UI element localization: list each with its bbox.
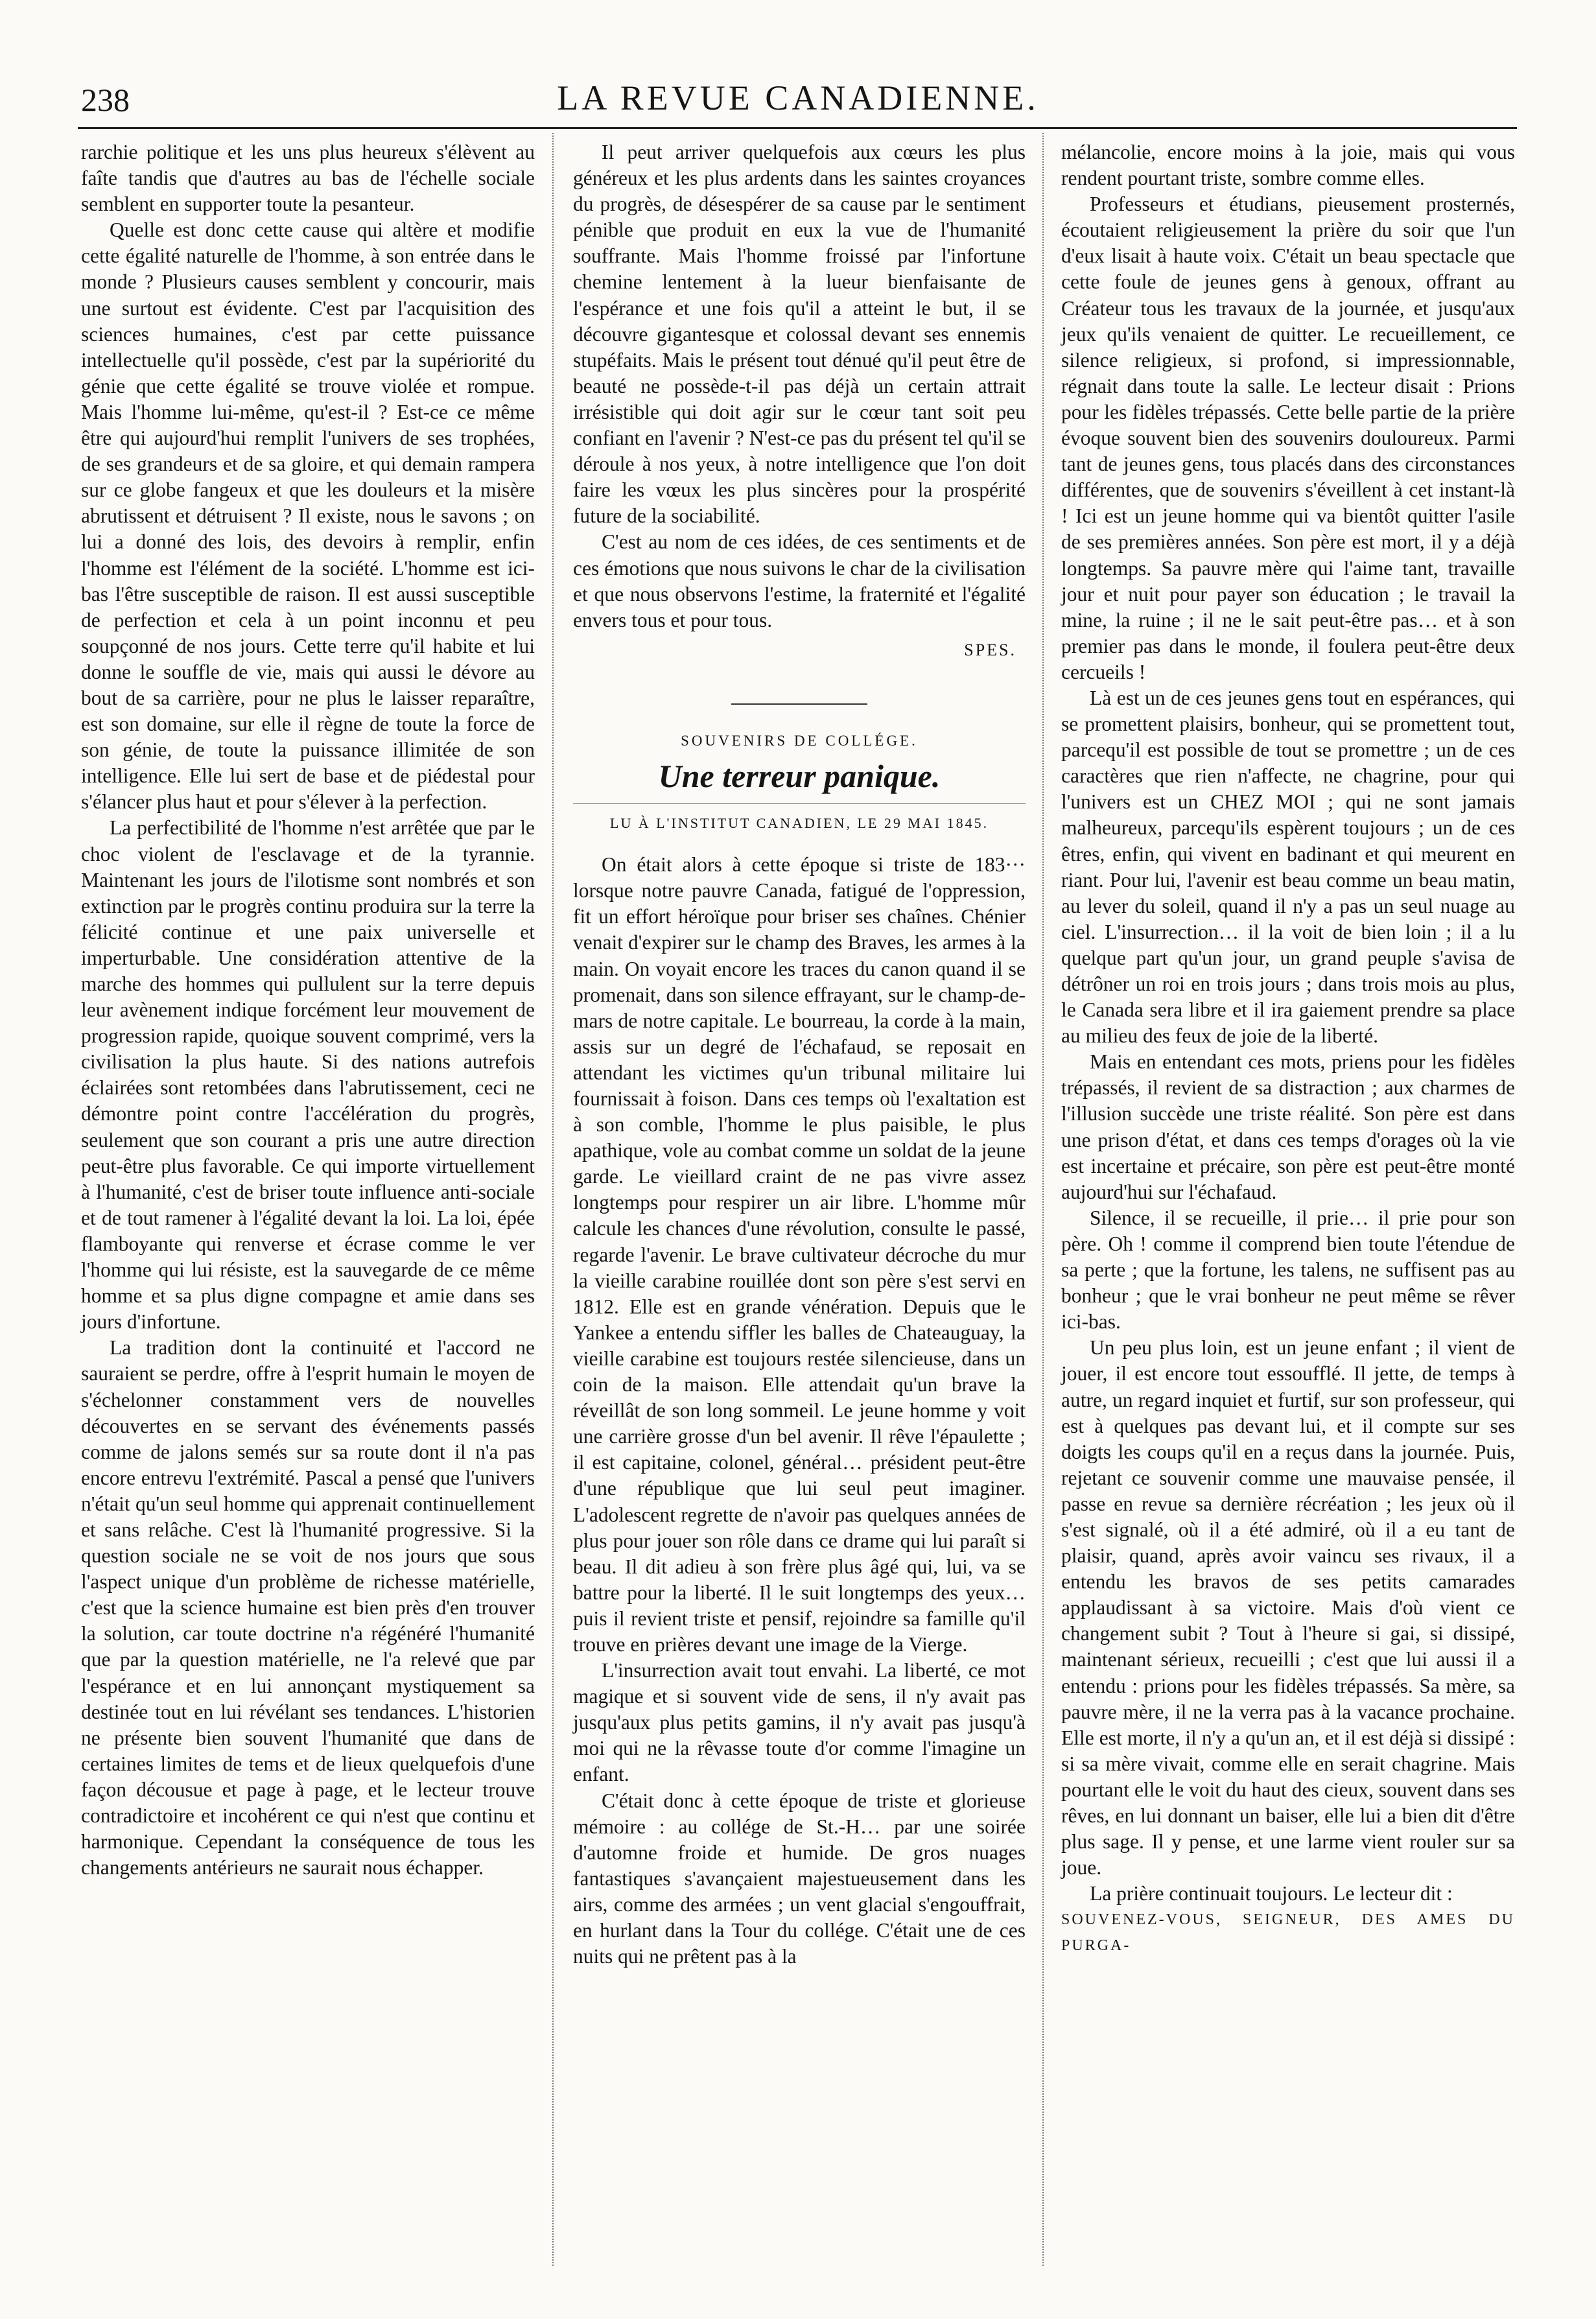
column-divider <box>552 133 555 2266</box>
section-dateline: LU À L'INSTITUT CANADIEN, LE 29 MAI 1845. <box>573 803 1026 836</box>
paragraph: La prière continuait toujours. Le lecteur dit : <box>1090 1882 1453 1905</box>
running-title: LA REVUE CANADIENNE. <box>557 78 1039 117</box>
paragraph: La tradition dont la continuité et l'accord ne sauraient se perdre, offre à l'esprit humain le moyen de s'échelonner constamment vers de nouvelles découvertes en se servant des événements passés comme de jalons semés sur sa route dont il n'a pas encore entrevu l'extrémité. Pascal a pensé que l'univers n'était qu'un seul homme qui apprenait continuellement et sans relâche. C'est là l'humanité progressive. Si la question sociale ne se voit de nos jours que sous l'aspect unique d'un problème de richesse matérielle, c'est que la science humaine est bien près d'en trouver la solution, car toute doctrine n'a régénéré l'humanité que par la question matérielle, ne l'a relevé que par l'espérance et en lui annonçant mystiquement sa destinée tout en lui révélant ses tendances. L'historien ne présente bien souvent l'humanité que dans de certaines limites de tems et de lieux quelquefois d'une façon décousue et page à page, et le lecteur trouve contradictoire et incohérent ce qui n'est que continu et harmonique. Cependant la conséquence de tous les changements antérieurs ne saurait nous échapper. <box>81 1336 535 1879</box>
paragraph: Un peu plus loin, est un jeune enfant ; il vient de jouer, il est encore tout essoufflé. Il jette, de temps à autre, un regard inquiet et furtif, sur son professeur, qui est à quelques pas devant lui, et il compte sur ses doigts les coups qu'il en a reçus dans la journée. Puis, rejetant ce souvenir comme une mauvaise pensée, il passe en revue sa dernière récréation ; les jeux où il s'est signalé, où il a été admiré, où il a eu tant de plaisir, quand, après avoir vaincu ses rivaux, il a entendu les bravos de ses petits camarades applaudissant à sa victoire. Mais d'où vient ce changement subit ? Tout à l'heure si gai, si dissipé, maintenant sérieux, recueilli ; c'est que lui aussi il a entendu : prions pour les fidèles trépassés. Sa mère, sa pauvre mère, il ne la verra pas à la vacance prochaine. Elle est morte, il n'y a qu'un an, et il est déjà si dissipé : si sa mère vivait, comme elle en serait chagrine. Mais pourtant elle le voit du haut des cieux, souvent dans ses rêves, en lui donnant un baiser, elle lui a bien dit d'être plus sage. Il y pense, et une larme vient rouler sur sa joue. <box>1061 1336 1515 1879</box>
paragraph: Silence, il se recueille, il prie… il prie pour son père. Oh ! comme il comprend bien toute l'étendue de sa perte ; que la fortune, les talens, ne suffisent pas au bonheur ; que le vrai bonheur ne peut même se rêver ici-bas. <box>1061 1206 1515 1334</box>
section-kicker: SOUVENIRS DE COLLÉGE. <box>681 732 918 749</box>
header-rule <box>78 127 1517 129</box>
paragraph: C'était donc à cette époque de triste et glorieuse mémoire : au collége de St.-H… par une soirée d'automne froide et humide. De gros nuages fantastiques s'avançaient majestueusement dans les airs, comme des armées ; un vent glacial s'engouffrait, en hurlant dans la Tour du collége. C'était une de ces nuits qui ne prêtent pas à la <box>573 1789 1026 1968</box>
middle-column <box>573 139 1026 1970</box>
paragraph: rarchie politique et les uns plus heureux s'élèvent au faîte tandis que d'autres au bas de l'échelle sociale semblent en supporter toute la pesanteur. <box>81 141 535 216</box>
paragraph: L'insurrection avait tout envahi. La liberté, ce mot magique et si souvent vide de sens, il n'y avait pas jusqu'aux plus petits gamins, il n'y avait pas jusqu'à moi qui ne la rêvasse toute d'or comme l'imagine un enfant. <box>573 1659 1026 1786</box>
paragraph: mélancolie, encore moins à la joie, mais qui vous rendent pourtant triste, sombre comme elles. <box>1061 141 1515 190</box>
right-column <box>1061 139 1515 1959</box>
section-separator <box>731 703 867 705</box>
left-column <box>81 139 535 1881</box>
column-divider <box>1042 133 1045 2266</box>
paragraph: Professeurs et étudians, pieusement prosternés, écoutaient religieusement la prière du soir que l'un d'eux lisait à haute voix. C'était un beau spectacle que cette foule de jeunes gens à genoux, offrant au Créateur tous les travaux de la journée, et jusqu'aux jeux qu'ils venaient de quitter. Le recueillement, ce silence religieux, si profond, si impressionnable, régnait dans toute la salle. Le lecteur disait : Prions pour les fidèles trépassés. Cette belle partie de la prière évoque souvent bien des souvenirs douloureux. Parmi tant de jeunes gens, tous placés dans des circonstances différentes, que de souvenirs s'éveillent à cet instant-là ! Ici est un jeune homme qui va bientôt quitter l'asile de ses premières années. Son père est mort, il y a déjà longtemps. Sa pauvre mère qui l'aime tant, travaille jour et nuit pour payer son éducation ; le travail la mine, la ruine ; il ne le sait peut-être pas… et à son premier pas dans le monde, il foulera peut-être deux cercueils ! <box>1061 193 1515 683</box>
paragraph: Quelle est donc cette cause qui altère et modifie cette égalité naturelle de l'homme, à son entrée dans le monde ? Plusieurs causes semblent y concourir, mais une surtout est évidente. C'est par l'acquisition des sciences humaines, c'est par cette puissance intellectuelle qu'il possède, c'est par la supériorité du génie que cette égalité se trouve violée et rompue. Mais l'homme lui-même, qu'est-il ? Est-ce ce même être qui aujourd'hui remplit l'univers de ses trophées, de ses grandeurs et de sa gloire, et qui demain rampera sur ce globe fangeux et que les douleurs et la misère abrutissent et détruisent ? Il existe, nous le savons ; on lui a donné des lois, des devoirs à remplir, enfin l'homme est l'élément de la société. L'homme est ici-bas l'être susceptible de raison. Il est aussi susceptible de perfection et cela à un point inconnu et peu soupçonné de nos jours. Cette terre qu'il habite et lui donne le souffle de vie, mais qui aussi le dévore au bout de sa carrière, pour ne plus le laisser reparaître, est son domaine, sur elle il règne de toute la force de son génie, de toute la puissance illimitée de son intelligence. Elle lui sert de base et de piédestal pour s'élancer plus haut et pour s'élever à la perfection. <box>81 218 535 814</box>
section-title: Une terreur panique. <box>658 757 941 794</box>
paragraph: Là est un de ces jeunes gens tout en espérances, qui se promettent plaisirs, bonheur, qui se promettent tout, parcequ'il est possible de tout se promettre ; un de ces caractères que rien n'affecte, ne chagrine, pour qui l'univers est un CHEZ MOI ; qui ne sont jamais malheureux, parcequ'ils espèrent toujours ; un de ces êtres, enfin, qui vivent en badinant et qui meurent en riant. Pour lui, l'avenir est beau comme un beau matin, au lever du soleil, quand il n'y a pas un seul nuage au ciel. L'insurrection… il la voit de bien loin ; il a lu quelque part qu'un jour, un grand peuple s'avisa de détrôner un roi en trois jours ; dans trois mois au plus, le Canada sera libre et il ira gaiement prendre sa place au milieu des feux de joie de la liberté. <box>1061 686 1515 1048</box>
paragraph: Mais en entendant ces mots, priens pour les fidèles trépassés, il revient de sa distraction ; aux charmes de l'illusion succède une triste réalité. Son père est dans une prison d'état, et dans ces temps d'orages où la vie est incertaine et précaire, son père est peut-être monté aujourd'hui sur l'échafaud. <box>1061 1050 1515 1203</box>
paragraph: On était alors à cette époque si triste de 183··· lorsque notre pauvre Canada, fatigué de l'oppression, fit un effort héroïque pour briser ses chaînes. Chénier venait d'expirer sur le champ des Braves, les armes à la main. On voyait encore les traces du canon quand il se promenait, dans son silence effrayant, sur le champ-de-mars de notre capitale. Le bourreau, la corde à la main, assis sur un degré de l'échafaud, se reposait en attendant les victimes qu'un tribunal militaire lui fournissait à foison. Dans ces temps où l'exaltation est à son comble, l'homme le plus paisible, le plus apathique, vole au combat comme un soldat de la jeune garde. Le vieillard craint de ne pas vivre assez longtemps pour respirer un air libre. L'homme mûr calcule les chances d'une révolution, consulte le passé, regarde l'avenir. Le brave cultivateur décroche du mur la vieille carabine rouillée dont son père s'est servi en 1812. Elle est en grande vénération. Depuis que le Yankee a entendu siffler les balles de Chateauguay, la vieille carabine est toujours restée silencieuse, dans un coin de la maison. Elle attendait qu'un brave la réveillât de son long sommeil. Le jeune homme y voit une carrière grosse d'un bel avenir. Il rêve l'épaulette ; il est capitaine, colonel, général… président peut-être d'une république que lui seul peut imaginer. L'adolescent regrette de n'avoir pas quelques années de plus pour jouer son rôle dans ce drame qui lui paraît si beau. Il dit adieu à son frère plus âgé qui, lui, va se battre pour la liberté. Il le suit longtemps des yeux… puis il revient triste et pensif, rejoindre sa famille qu'il trouve en prières devant une image de la Vierge. <box>573 853 1026 1656</box>
author-signature: SPES. <box>964 640 1016 659</box>
paragraph: La perfectibilité de l'homme n'est arrêtée que par le choc violent de l'esclavage et de la tyrannie. Maintenant les jours de l'ilotisme sont nombrés et son extinction par le progrès continu produira sur la terre la félicité continue et une paix universelle et imperturbable. Une considération attentive de la marche des hommes qui pullulent sur la terre depuis leur avènement indique forcément leur mouvement de progression rapide, quoique souvent comprimé, vers la civilisation la plus haute. Si des nations autrefois éclairées sont retombées dans l'abrutissement, ceci ne démontre point contre l'accélération du progrès, seulement que son courant a pris une autre direction peut-être plus favorable. Ce qui importe virtuellement à l'humanité, c'est de briser toute influence anti-sociale et de tout ramener à l'égalité devant la loi. La loi, épée flamboyante qui renverse et écrase comme le ver l'homme qui lui résiste, est la sauvegarde de ce même homme et sa plus digne compagne et amie dans ses jours d'infortune. <box>81 816 535 1334</box>
paragraph: Il peut arriver quelquefois aux cœurs les plus généreux et les plus ardents dans les saintes croyances du progrès, de désespérer de sa cause par le sentiment pénible que produit en eux la vue de l'humanité souffrante. Mais l'homme froissé par l'infortune chemine lentement à la lueur bienfaisante de l'espérance et une fois qu'il a atteint le but, il se découvre gigantesque et colossal devant ses ennemis stupéfaits. Mais le présent tout dénué qu'il peut être de beauté ne possède-t-il pas déjà un certain attrait irrésistible qui doit agir sur le cœur tant soit peu confiant en l'avenir ? N'est-ce pas du présent tel qu'il se déroule à nos yeux, à notre intelligence que l'on doit faire les vœux les plus sincères pour la prospérité future de la sociabilité. <box>573 141 1026 528</box>
paragraph-smallcaps-line: SOUVENEZ-VOUS, SEIGNEUR, DES AMES DU PURGA- <box>1061 1911 1515 1955</box>
page-number: 238 <box>81 82 130 118</box>
paragraph: C'est au nom de ces idées, de ces sentiments et de ces émotions que nous suivons le char de la civilisation et que nous observons l'estime, la fraternité et l'égalité envers tous et pour tous. <box>573 530 1026 631</box>
